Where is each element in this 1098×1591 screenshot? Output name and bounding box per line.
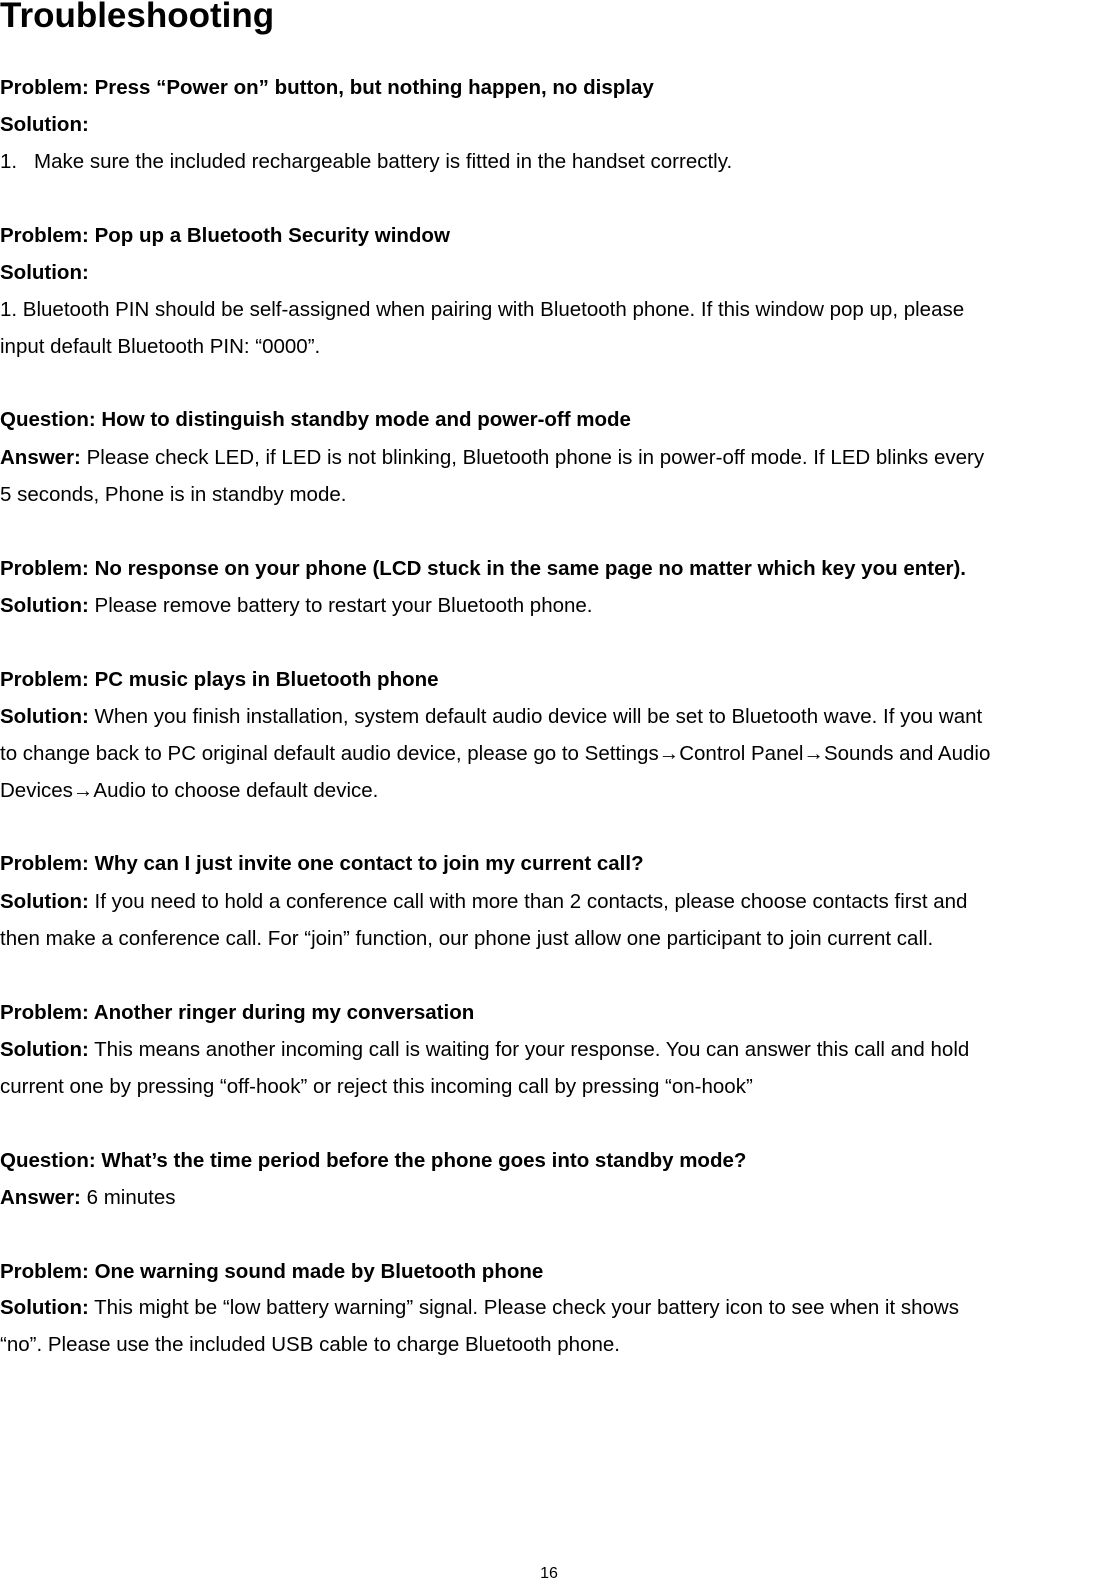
answer-label: Answer: [0,446,81,469]
entry-3-answer-line-1 [0,446,984,470]
heading-label: Problem: [0,1260,89,1283]
answer-label: Solution: [0,705,89,728]
entry-1-list-item [0,150,732,174]
heading-label: Problem: [0,557,89,580]
heading-label: Problem: [0,668,89,691]
heading-text: No response on your phone (LCD stuck in the same page no matter which key you enter). [94,557,966,580]
heading-text: Pop up a Bluetooth Security window [94,224,450,247]
entry-2-text-line-2: input default Bluetooth PIN: “0000”. [0,335,321,358]
heading-label: Problem: [0,224,89,247]
answer-label: Solution: [0,1038,89,1061]
entry-4-heading [0,557,966,581]
entry-6-answer-line-1 [0,890,967,914]
heading-label: Problem: [0,76,89,99]
answer-label: Solution: [0,594,89,617]
heading-label: Question: [0,1149,96,1172]
heading-text: How to distinguish standby mode and power-off mode [101,408,631,431]
heading-text: Another ringer during my conversation [93,1001,475,1024]
entry-5-answer-line-1 [0,705,982,729]
entry-9-answer-line-2: “no”. Please use the included USB cable to charge Bluetooth phone. [0,1333,620,1356]
answer-text: This might be “low battery warning” signal. Please check your battery icon to see when it shows [94,1296,959,1319]
answer-label: Solution: [0,890,89,913]
heading-text: One warning sound made by Bluetooth phone [94,1260,544,1283]
heading-text: Press “Power on” button, but nothing happen, no display [94,76,654,99]
entry-5-answer-line-2 [0,742,990,766]
heading-label: Problem: [0,852,89,875]
answer-text: 6 minutes [86,1186,176,1209]
arrow-right-icon: → [72,779,94,802]
list-number: 1. [0,150,18,173]
entry-1-answer-label: Solution: [0,113,89,136]
entry-3-heading [0,408,631,432]
page-title: Troubleshooting [0,0,275,35]
entry-7-answer-line-1 [0,1038,969,1062]
answer-text: Devices [0,779,73,802]
entry-6-answer-line-2: then make a conference call. For “join” function, our phone just allow one participant to join current call. [0,927,934,950]
answer-text: to change back to PC original default audio device, please go to Settings [0,742,659,765]
entry-9-heading [0,1260,543,1284]
heading-text: Why can I just invite one contact to join my current call? [94,852,644,875]
entry-8-heading [0,1149,746,1173]
entry-1-heading [0,76,654,100]
answer-text: When you finish installation, system default audio device will be set to Bluetooth wave. If you want [94,705,983,728]
heading-text: PC music plays in Bluetooth phone [94,668,439,691]
entry-2-answer-label: Solution: [0,261,89,284]
heading-label: Problem: [0,1001,89,1024]
answer-text: Please check LED, if LED is not blinking, Bluetooth phone is in power-off mode. If LED blinks every [86,446,985,469]
answer-label: Answer: [0,1186,81,1209]
list-text: Make sure the included rechargeable battery is fitted in the handset correctly. [34,150,733,173]
entry-2-heading [0,224,450,248]
arrow-right-icon: → [803,742,824,765]
entry-5-answer-line-3 [0,779,378,803]
answer-text: This means another incoming call is waiting for your response. You can answer this call and hold [94,1038,970,1061]
entry-4-answer-line-1 [0,594,593,618]
entry-2-text-line-1: 1. Bluetooth PIN should be self-assigned when pairing with Bluetooth phone. If this window pop up, please [0,298,965,321]
answer-text: If you need to hold a conference call with more than 2 contacts, please choose contacts first and [94,890,968,913]
answer-text: Audio to choose default device. [93,779,379,802]
answer-text: Control Panel [679,742,804,765]
entry-5-heading [0,668,439,692]
entry-6-heading [0,852,644,876]
entry-9-answer-line-1 [0,1296,959,1320]
entry-7-heading [0,1001,474,1025]
heading-text: What’s the time period before the phone goes into standby mode? [101,1149,747,1172]
entry-8-answer-line-1 [0,1186,175,1210]
heading-label: Question: [0,408,96,431]
answer-text: Please remove battery to restart your Bluetooth phone. [94,594,593,617]
page-number: 16 [540,1565,558,1582]
entry-7-answer-line-2: current one by pressing “off-hook” or reject this incoming call by pressing “on-hook” [0,1075,753,1098]
answer-text: Sounds and Audio [823,742,991,765]
entry-3-answer-line-2: 5 seconds, Phone is in standby mode. [0,483,347,506]
arrow-right-icon: → [658,742,680,765]
answer-label: Solution: [0,1296,89,1319]
